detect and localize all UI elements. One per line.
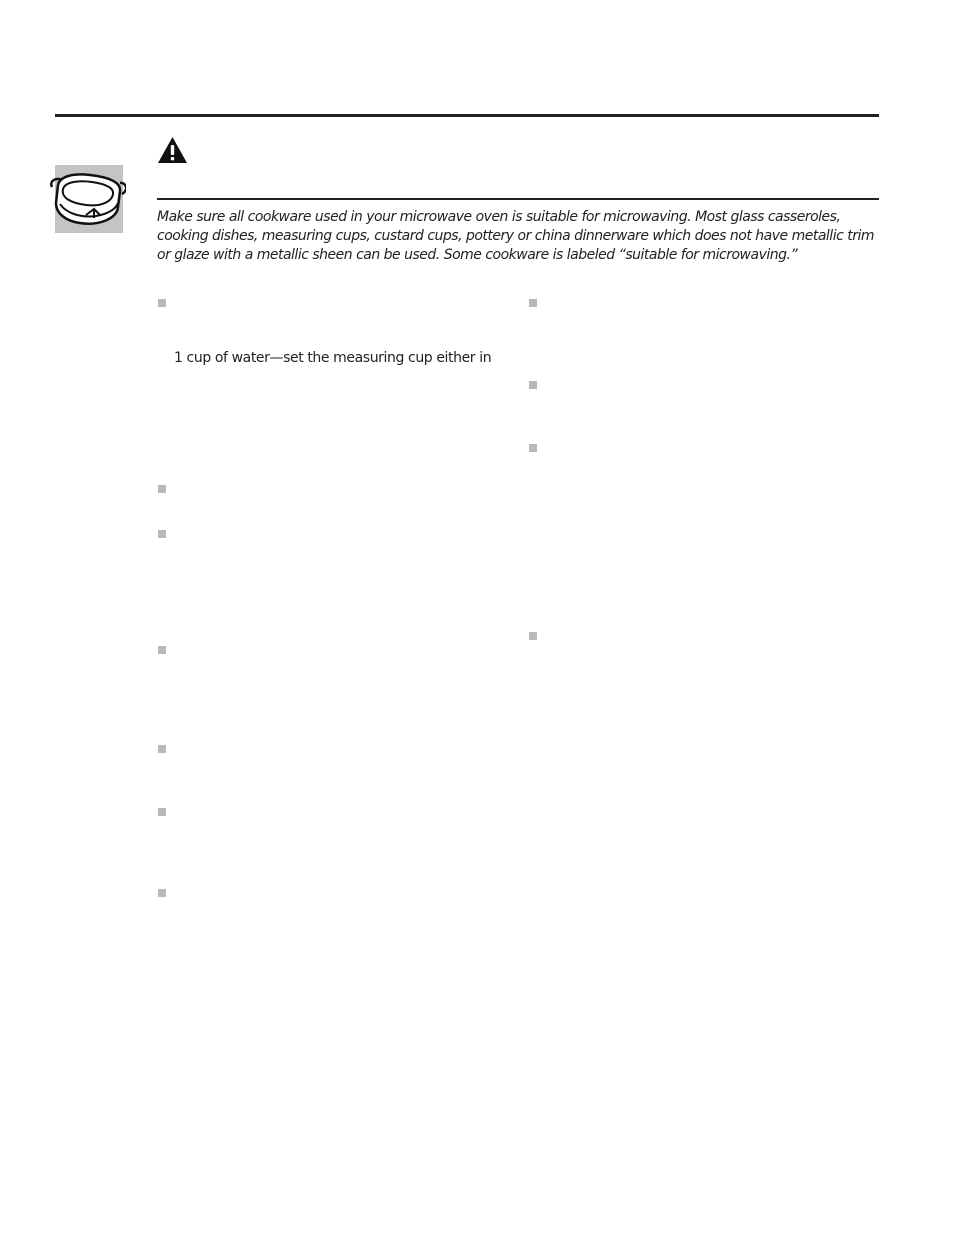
- bullet-marker: [529, 381, 537, 389]
- bullet-marker: [529, 444, 537, 452]
- top-rule: [55, 114, 879, 117]
- bullet-marker: [158, 808, 166, 816]
- casserole-dish-icon: [50, 163, 126, 235]
- warning-icon: [157, 136, 188, 164]
- section-rule: [157, 198, 879, 200]
- bullet-marker: [158, 530, 166, 538]
- bullet-marker: [158, 889, 166, 897]
- bullet-marker: [529, 632, 537, 640]
- intro-paragraph: Make sure all cookware used in your microwave oven is suitable for microwaving. Most glass casseroles, cooking dishes, measuring cups, custard cups, pottery or china dinnerware which does not have metallic trim or glaze with a metallic sheen can be used. Some cookware is labeled “suitable for microwaving.”: [157, 209, 875, 263]
- bullet-marker: [158, 485, 166, 493]
- body-text: 1 cup of water—set the measuring cup either in: [174, 350, 492, 366]
- bullet-marker: [158, 745, 166, 753]
- bullet-marker: [529, 299, 537, 307]
- bullet-marker: [158, 299, 166, 307]
- bullet-marker: [158, 646, 166, 654]
